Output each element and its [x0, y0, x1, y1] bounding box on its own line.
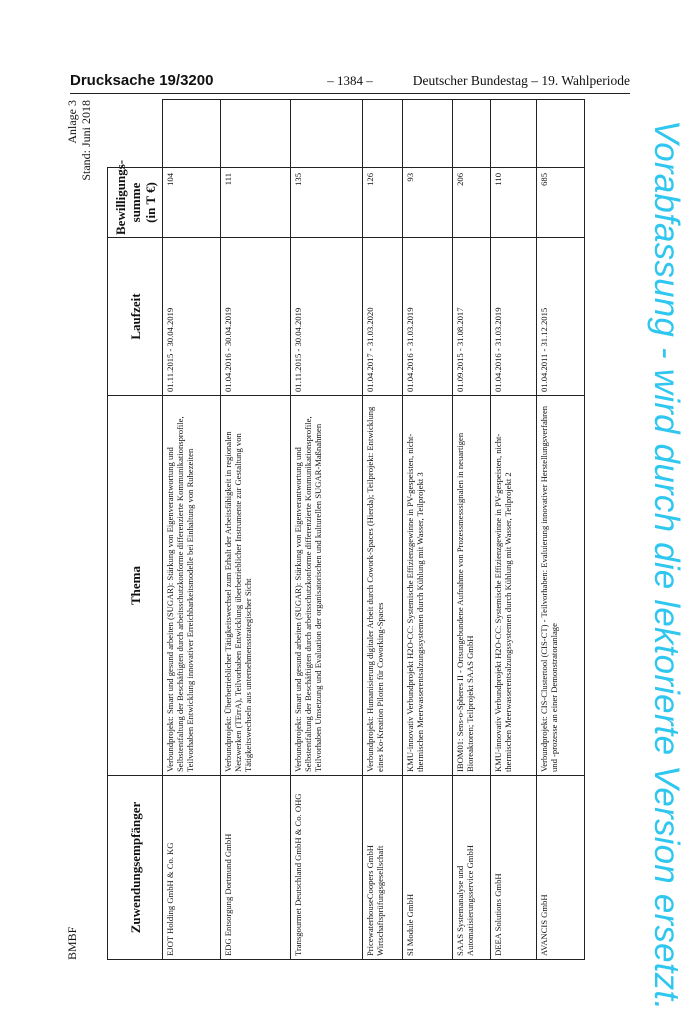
table-header-row — [108, 100, 163, 960]
table-row — [491, 100, 537, 960]
period-cell: 01.11.2015 - 30.04.2019 — [163, 238, 221, 396]
amount-cell: 685 — [537, 168, 585, 238]
header-recipient: Zuwendungsempfänger — [108, 776, 163, 960]
amount-cell: 93 — [403, 168, 453, 238]
topic-cell: Verbundprojekt: Smart und gesund arbeiten (SUGAR): Stärkung von Eigenverantwortung und Selbstentfaltung der Beschäftigten durch arbeitsschutzkonforme differenzierte Kommunikationsprofile, Teilvorhaben Entwicklung innovativer Erreichbarkeitsmodelle bei Einhaltung von Ruhezeiten — [163, 396, 221, 776]
topic-cell: IBOM01: Sens-o-Spheres II - Ortsungebundene Aufnahme von Prozessmesssignalen in neuartigen Bioreaktoren; Teilprojekt SAAS GmbH — [453, 396, 491, 776]
period-cell: 01.04.2016 - 30.04.2019 — [221, 238, 291, 396]
amount-cell: 111 — [221, 168, 291, 238]
recipient-cell: PricewaterhouseCoopers GmbH Wirtschaftsprüfungsgesellschaft — [363, 776, 403, 960]
ministry-label: BMBF — [65, 926, 79, 960]
recipient-cell: Transgourmet Deutschland GmbH & Co. OHG — [291, 776, 363, 960]
empty-cell — [537, 100, 585, 168]
topic-cell: KMU-innovativ Verbundprojekt H2O-CC: Systemische Effizienzgewinne in PV-gespeisten, nicht-thermischen Meerwasserentsalzungssystemen durch Kühlung mit Wasser, Teilprojekt 2 — [491, 396, 537, 776]
rotated-page-content — [65, 100, 625, 960]
period-cell: 01.11.2015 - 30.04.2019 — [291, 238, 363, 396]
empty-cell — [491, 100, 537, 168]
amount-cell: 206 — [453, 168, 491, 238]
header-period: Laufzeit — [108, 238, 163, 396]
parliament-label: Deutscher Bundestag – 19. Wahlperiode — [412, 73, 630, 88]
table-row — [291, 100, 363, 960]
header-amount: Bewilligungs- summe (in T €) — [108, 168, 163, 238]
document-number: Drucksache 19/3200 — [70, 72, 214, 89]
header-rule — [70, 93, 630, 94]
table-row — [221, 100, 291, 960]
draft-watermark: Vorabfassung - wird durch die lektorierte Version ersetzt. — [647, 120, 686, 1010]
table-row — [453, 100, 491, 960]
recipient-cell: SI Module GmbH — [403, 776, 453, 960]
page-header — [70, 72, 630, 92]
amount-cell: 104 — [163, 168, 221, 238]
empty-cell — [403, 100, 453, 168]
period-cell: 01.04.2011 - 31.12.2015 — [537, 238, 585, 396]
recipient-cell: EDG Entsorgung Dortmund GmbH — [221, 776, 291, 960]
period-cell: 01.09.2015 - 31.08.2017 — [453, 238, 491, 396]
empty-cell — [291, 100, 363, 168]
table-row — [163, 100, 221, 960]
period-cell: 01.04.2016 - 31.03.2019 — [403, 238, 453, 396]
topic-cell: Verbundprojekt: Humanisierung digitaler Arbeit durch Cowork-Spaces (Hierda); Teilprojekt: Entwicklung eines Ko-Kreation Piloten für Coworking-Spaces — [363, 396, 403, 776]
amount-cell: 135 — [291, 168, 363, 238]
recipient-cell: DEEA Solutions GmbH — [491, 776, 537, 960]
period-cell: 01.04.2016 - 31.03.2019 — [491, 238, 537, 396]
grant-table — [107, 99, 585, 960]
topic-cell: Verbundprojekt: Smart und gesund arbeiten (SUGAR): Stärkung von Eigenverantwortung und Selbstentfaltung der Beschäftigten durch arbeitsschutzkonforme differenzierte Kommunikationsprofile, Teilvorhaben Umsetzung und Evaluation der organisatorischen und kulturellen SUGAR-Maßnahmen — [291, 396, 363, 776]
recipient-cell: SAAS Systemanalyse und Automatisierungsservice GmbH — [453, 776, 491, 960]
annex-label: Anlage 3 Stand: Juni 2018 — [65, 100, 93, 181]
page-number: – 1384 – — [327, 73, 373, 88]
period-cell: 01.04.2017 - 31.03.2020 — [363, 238, 403, 396]
topic-cell: Verbundprojekt: Überbetrieblicher Tätigkeitswechsel zum Erhalt der Arbeitsfähigkeit in regionalen Netzwerken (TErrA), Teilvorhaben Entwicklung überbetrieblicher Instrumente zur Gestaltung von Tätigkeitswechseln aus unternehmensstrategischer Sicht — [221, 396, 291, 776]
topic-cell: KMU-innovativ Verbundprojekt H2O-CC: Systemische Effizienzgewinne in PV-gespeisten, nicht-thermischen Meerwasserentsalzungssystemen durch Kühlung mit Wasser, Teilprojekt 3 — [403, 396, 453, 776]
topic-cell: Verbundprojekt: CIS-Clustertool (CIS-CT) - Teilvorhaben: Evaluierung innovativer Herstellungsverfahren und -prozesse an einer Demonstratoranlage — [537, 396, 585, 776]
table-row — [537, 100, 585, 960]
amount-cell: 110 — [491, 168, 537, 238]
table-row — [363, 100, 403, 960]
header-topic: Thema — [108, 396, 163, 776]
recipient-cell: AVANCIS GmbH — [537, 776, 585, 960]
empty-cell — [363, 100, 403, 168]
empty-cell — [163, 100, 221, 168]
amount-cell: 126 — [363, 168, 403, 238]
empty-cell — [453, 100, 491, 168]
empty-cell — [221, 100, 291, 168]
recipient-cell: EJOT Holding GmbH & Co. KG — [163, 776, 221, 960]
table-row — [403, 100, 453, 960]
